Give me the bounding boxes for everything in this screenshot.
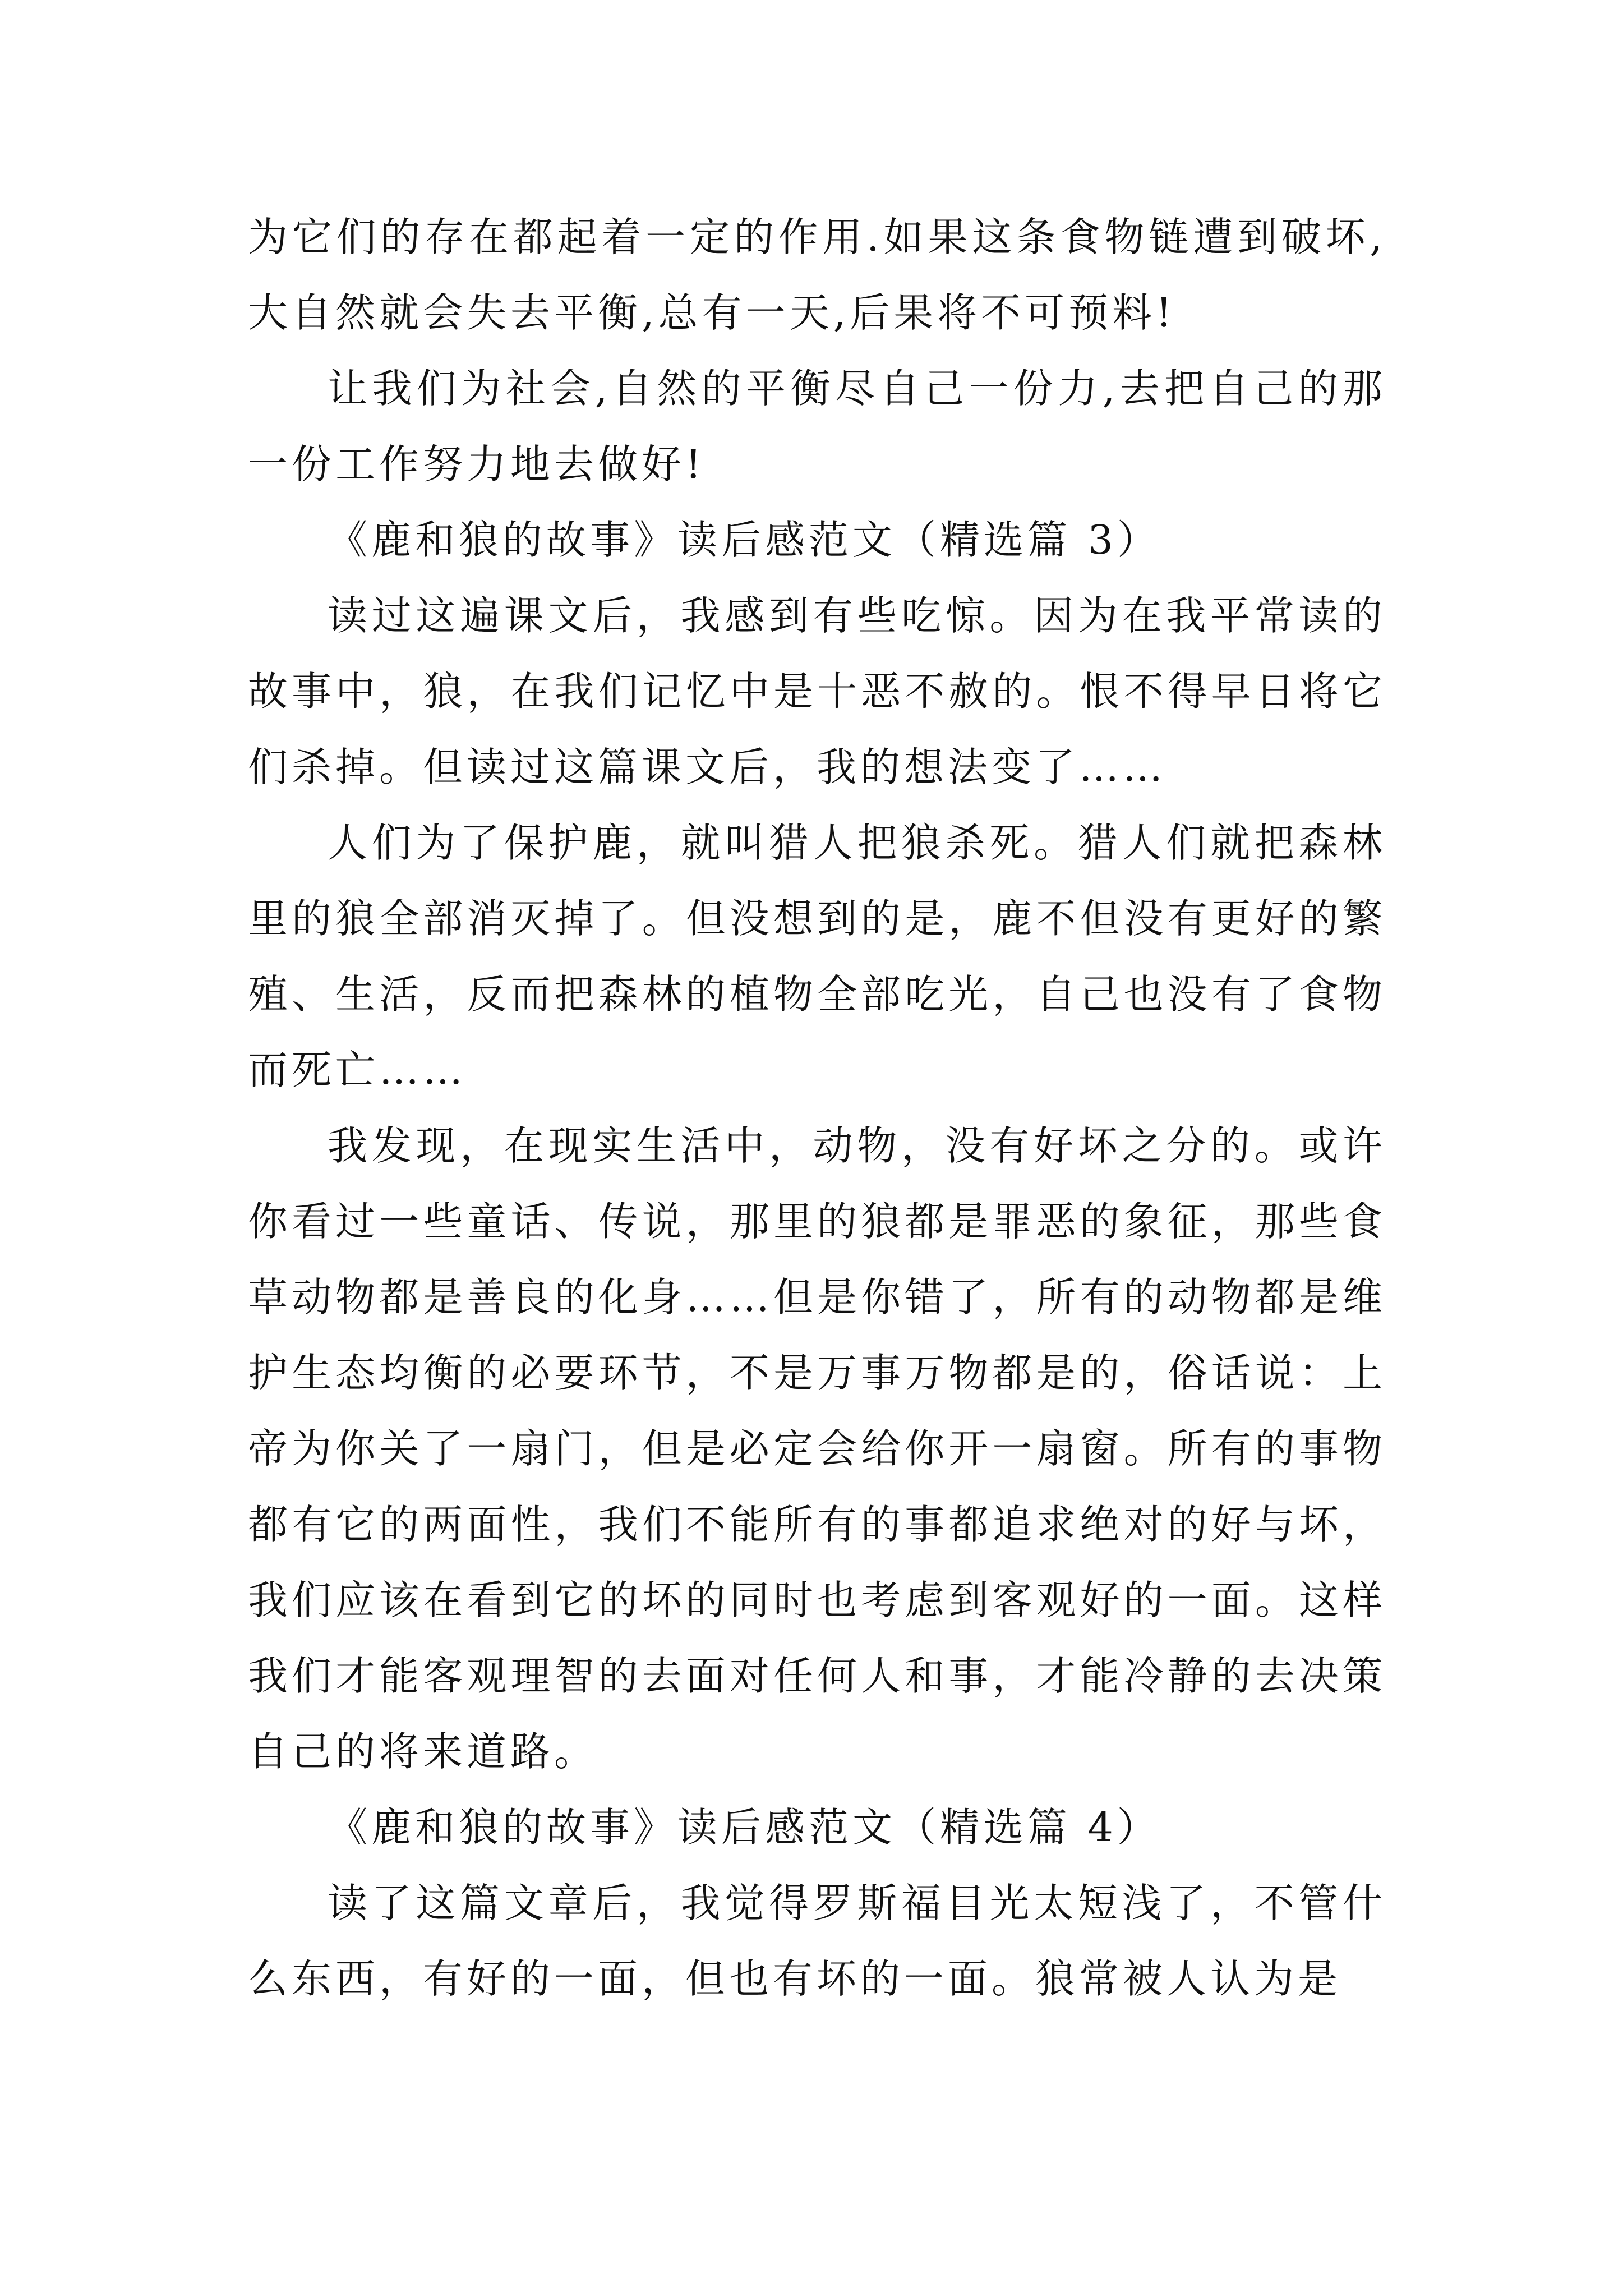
paragraph: 读过这遍课文后，我感到有些吃惊。因为在我平常读的故事中，狼，在我们记忆中是十恶不赦的。恨不得早日将它们杀掉。但读过这篇课文后，我的想法变了…… (248, 592, 1386, 790)
paragraph: 人们为了保护鹿，就叫猎人把狼杀死。猎人们就把森林里的狼全部消灭掉了。但没想到的是，鹿不但没有更好的繁殖、生活，反而把森林的植物全部吃光，自己也没有了食物而死亡…… (248, 820, 1386, 1093)
paragraph: 我发现，在现实生活中，动物，没有好坏之分的。或许你看过一些童话、传说，那里的狼都是罪恶的象征，那些食草动物都是善良的化身……但是你错了，所有的动物都是维护生态均衡的必要环节，不是万事万物都是的，俗话说：上帝为你关了一扇门，但是必定会给你开一扇窗。所有的事物都有它的两面性，我们不能所有的事都追求绝对的好与坏，我们应该在看到它的坏的同时也考虑到客观好的一面。这样我们才能客观理智的去面对任何人和事，才能冷静的去决策自己的将来道路。 (248, 1122, 1386, 1775)
paragraph: 读了这篇文章后，我觉得罗斯福目光太短浅了，不管什么东西，有好的一面，但也有坏的一面。狼常被人认为是 (248, 1880, 1386, 2002)
paragraph: 让我们为社会,自然的平衡尽自己一份力,去把自己的那一份工作努力地去做好! (248, 365, 1386, 487)
paragraph-continuation: 为它们的存在都起着一定的作用.如果这条食物链遭到破坏,大自然就会失去平衡,总有一天,后果将不可预料! (248, 214, 1386, 336)
document-body (248, 199, 1386, 2017)
section-heading: 《鹿和狼的故事》读后感范文（精选篇 3） (328, 517, 1161, 563)
section-heading: 《鹿和狼的故事》读后感范文（精选篇 4） (328, 1804, 1161, 1851)
